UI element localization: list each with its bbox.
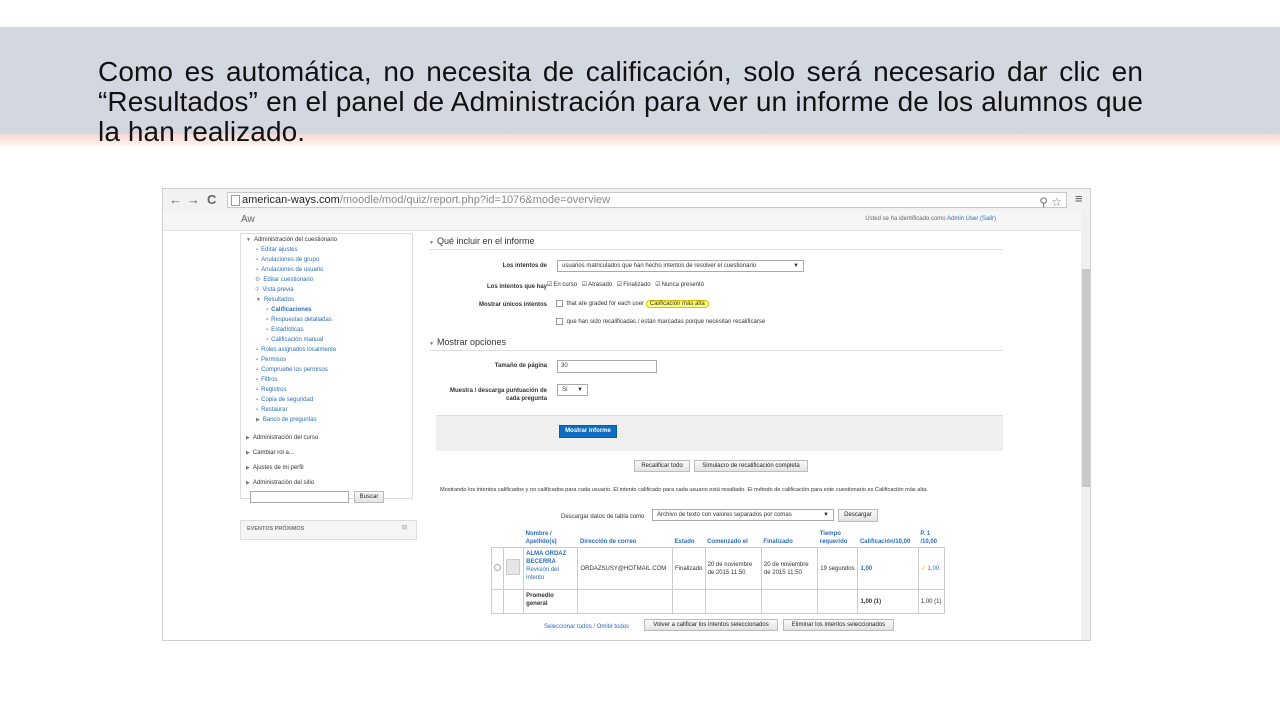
sidebar-item-label: Anulaciones de usuario <box>261 267 324 273</box>
empty-cell <box>818 590 858 614</box>
state-label: Nunca presentó <box>661 282 705 288</box>
row-checkbox[interactable] <box>494 564 501 571</box>
select-all-link[interactable]: Seleccionar todos <box>544 624 592 630</box>
section-include-title: Qué incluir en el informe <box>436 236 535 246</box>
checkbox[interactable] <box>556 318 563 325</box>
address-bar[interactable] <box>227 192 1067 208</box>
login-prefix: Usted se ha identificado como <box>865 216 947 222</box>
th-started[interactable]: Comenzado el <box>707 539 748 545</box>
chevron-down-icon: ▼ <box>823 512 829 518</box>
divider <box>429 350 1003 351</box>
avatar-header <box>504 529 524 548</box>
sidebar-item-edit-quiz[interactable] <box>255 276 313 284</box>
bullet-icon: ▪ <box>256 387 259 393</box>
browser-screenshot <box>162 188 1091 641</box>
expanded-icon: ▼ <box>246 237 251 243</box>
review-attempt-link[interactable]: Revisión del intento <box>526 567 559 581</box>
reload-icon[interactable]: C <box>207 192 217 207</box>
star-icon[interactable]: ☆ <box>1051 195 1062 209</box>
sidebar-admin-course[interactable] <box>246 434 318 442</box>
marks-select-value: Sí <box>562 387 568 393</box>
empty-cell <box>705 590 761 614</box>
section-display[interactable] <box>429 337 506 347</box>
marks-label-line-1: Muestra / descarga puntuación de <box>449 388 547 394</box>
bullet-icon: ▪ <box>266 327 269 333</box>
sidebar-item-label: Calificaciones <box>271 307 312 313</box>
chevron-down-icon: ▼ <box>793 263 799 269</box>
dry-run-button[interactable]: Simulacro de recalificación completa <box>694 460 808 472</box>
table-header-row <box>492 529 945 548</box>
sidebar-item-label: Copia de seguridad <box>261 397 314 403</box>
sidebar-admin-quiz-label: Administración del cuestionario <box>253 237 337 243</box>
sidebar-item-results[interactable] <box>256 296 294 304</box>
sidebar-search-button[interactable]: Buscar <box>354 491 384 503</box>
only-label: Mostrar únicos intentos <box>478 302 547 308</box>
sidebar-item-label: Resultados <box>263 297 294 303</box>
th-q1[interactable]: P. 1 /10,00 <box>920 531 937 545</box>
delete-selected-button[interactable]: Eliminar los intentos seleccionados <box>783 619 894 631</box>
correct-check-icon: ✓ <box>920 565 926 572</box>
sidebar-item-manual-grading[interactable] <box>266 336 323 344</box>
only-option-1-label: that are graded for each user <box>566 301 645 308</box>
select-header <box>492 529 504 548</box>
email-cell: ORDAZSUSY@HOTMAIL.COM <box>578 548 673 590</box>
checkbox-icon[interactable]: ☑ <box>547 282 553 288</box>
bullet-icon: ▪ <box>256 367 259 373</box>
grade-cell <box>858 548 918 590</box>
expanded-icon: ▼ <box>256 297 261 303</box>
bullet-icon: ▪ <box>256 347 259 353</box>
report-info: Mostrando los intentos calificados y no calificados para cada usuario. El intento calificado para cada usuario está resaltado. El método de calificación para este cuestionario es Calificación más alta. <box>440 487 928 493</box>
sidebar-item-permissions[interactable] <box>256 356 286 364</box>
th-grade[interactable]: Calificación/10,00 <box>859 539 911 545</box>
page-icon <box>231 195 240 206</box>
sidebar-item-label: Banco de preguntas <box>262 417 317 423</box>
finished-cell: 20 de noviembre de 2015 11:50 <box>761 548 817 590</box>
only-option-2-label: que han sido recalificadas / están marcadas porque necesitan recalificarse <box>566 319 766 326</box>
forward-icon[interactable]: → <box>187 192 200 207</box>
sidebar-profile[interactable] <box>246 464 304 472</box>
login-info <box>865 216 996 222</box>
sidebar-item-label: Administración del sitio <box>252 480 315 486</box>
chevron-down-icon: ▼ <box>577 387 583 393</box>
empty-cell <box>761 590 817 614</box>
bullet-icon: ▪ <box>256 407 259 413</box>
slide-paragraph: Como es automática, no necesita de calificación, solo será necesario dar clic en “Resultados” en el panel de Administración para ver un informe de los alumnos que la han realizado. <box>98 56 1143 147</box>
url-domain: american-ways.com <box>242 194 340 206</box>
state-label: En curso <box>553 282 578 288</box>
empty-cell <box>673 590 706 614</box>
sidebar-item-label: Roles asignados localmente <box>261 347 337 353</box>
sidebar-search-input[interactable] <box>250 491 349 503</box>
logout-link[interactable]: (Salir) <box>978 216 996 222</box>
states-label: Los intentos que hay <box>486 284 547 290</box>
empty-cell <box>492 590 504 614</box>
sidebar-item-label: Estadísticas <box>271 327 304 333</box>
attempts-select-value: usuarios matriculados que han hecho intentos de resolver el cuestionario <box>562 263 757 269</box>
only-option-2 <box>556 318 765 325</box>
th-name[interactable]: Nombre / Apellido(s) <box>525 531 557 545</box>
bullet-icon: ▪ <box>256 397 259 403</box>
search-icon[interactable]: ⚲ <box>1039 195 1048 209</box>
marks-select[interactable] <box>557 384 588 396</box>
download-button[interactable]: Descargar <box>838 509 878 522</box>
sidebar-admin-quiz[interactable] <box>246 236 337 244</box>
sidebar-admin-site[interactable] <box>246 479 314 487</box>
only-option-1 <box>556 300 709 307</box>
collapsed-icon: ▶ <box>246 450 250 456</box>
pagesize-input[interactable]: 30 <box>557 360 657 373</box>
bullet-icon: ▪ <box>256 257 259 263</box>
average-label: Promedio general <box>524 590 578 614</box>
th-time[interactable]: Tiempo requerido <box>819 531 848 545</box>
results-table <box>491 529 945 614</box>
download-format-value: Archivo de texto con valores separados por comas <box>657 512 792 518</box>
sidebar-item-label: Cambiar rol a... <box>252 450 294 456</box>
show-report-button[interactable]: Mostrar informe <box>559 425 617 438</box>
url-path: /moodle/mod/quiz/report.php?id=1076&mode=overview <box>339 194 611 206</box>
bullet-icon: ▪ <box>256 377 259 383</box>
bullet-icon: ▪ <box>266 307 269 313</box>
login-user-link[interactable]: Admin User <box>946 216 979 222</box>
sidebar-item-statistics[interactable] <box>266 326 304 334</box>
state-label: Atrasado <box>588 282 613 288</box>
section-include[interactable] <box>429 236 535 246</box>
site-brand[interactable]: Aw <box>241 214 255 225</box>
magnifier-icon: ⚲ <box>255 287 260 293</box>
row-select-cell <box>492 548 504 590</box>
deselect-all-link[interactable]: Omitir todos <box>596 624 630 630</box>
bullet-icon: ▪ <box>256 357 259 363</box>
sidebar-item-local-roles[interactable] <box>256 346 336 354</box>
checkbox-icon[interactable]: ☑ <box>655 282 661 288</box>
table-row <box>492 548 945 590</box>
events-title: EVENTOS PRÓXIMOS <box>247 526 305 532</box>
sidebar-item-label: Administración del curso <box>252 435 319 441</box>
attempts-label: Los intentos de <box>502 263 547 269</box>
sidebar-switch-role[interactable] <box>246 449 294 457</box>
name-cell <box>524 548 578 590</box>
download-format-select[interactable] <box>652 509 834 521</box>
th-email[interactable]: Dirección de correo <box>579 539 637 545</box>
sidebar-item-label: Ajustes de mi perfil <box>252 465 304 471</box>
q1-link[interactable]: 1,00 <box>927 565 940 572</box>
sidebar-item-label: Vista previa <box>262 287 294 293</box>
site-header <box>163 211 1091 231</box>
checkbox[interactable] <box>556 300 563 307</box>
sidebar-item-question-bank[interactable] <box>256 416 317 424</box>
sidebar-item-label: Registros <box>261 387 287 393</box>
selection-links: Seleccionar todos / Omitir todos <box>544 624 630 630</box>
q1-cell <box>918 548 944 590</box>
marks-label-line-2: cada pregunta <box>505 396 547 402</box>
sidebar-item-preview[interactable] <box>255 286 294 294</box>
time-cell: 19 segundos <box>818 548 858 590</box>
attempts-select[interactable] <box>557 260 804 272</box>
th-finished[interactable]: Finalizado <box>763 539 793 545</box>
bullet-icon: ▪ <box>256 267 259 273</box>
expanded-icon: ▼ <box>429 341 434 347</box>
states-checkboxes <box>547 281 704 288</box>
highlight-badge: Calificación más alta <box>646 300 709 308</box>
sidebar-item-label: Compruebe los permisos <box>261 367 328 373</box>
student-name-link[interactable]: ALMA ORDAZ BECERRA <box>526 551 567 565</box>
expanded-icon: ▼ <box>429 240 434 246</box>
average-q1: 1,00 (1) <box>918 590 944 614</box>
sidebar-item-logs[interactable] <box>256 386 286 394</box>
sidebar-item-backup[interactable] <box>256 396 313 404</box>
regrade-selected-button[interactable]: Volver a calificar los intentos seleccionados <box>644 619 778 631</box>
sidebar-item-label: Respuestas detalladas <box>271 317 332 323</box>
state-label: Finalizado <box>623 282 651 288</box>
sidebar-item-responses[interactable] <box>266 316 332 324</box>
empty-cell <box>504 590 524 614</box>
average-row <box>492 590 945 614</box>
collapsed-icon: ▶ <box>246 480 250 486</box>
sidebar-item-restore[interactable] <box>256 406 287 414</box>
sidebar-item-grades[interactable] <box>266 306 312 314</box>
collapsed-icon: ▶ <box>246 465 250 471</box>
average-grade: 1,00 (1) <box>858 590 918 614</box>
browser-toolbar <box>163 189 1091 212</box>
gear-icon: ⚙ <box>255 277 261 283</box>
pagesize-label: Tamaño de página <box>494 363 547 369</box>
sidebar-item-label: Restaurar <box>261 407 288 413</box>
collapsed-icon: ▶ <box>246 435 250 441</box>
sidebar-item-label: Permisos <box>261 357 287 363</box>
avatar[interactable] <box>506 559 520 575</box>
block-toggle-icon[interactable]: ⊟ <box>402 525 408 531</box>
bullet-icon: ▪ <box>256 247 259 253</box>
sidebar-item-group-overrides[interactable] <box>256 256 319 264</box>
sidebar-item-label: Editar ajustes <box>261 247 298 253</box>
sidebar-item-label: Calificación manual <box>271 337 324 343</box>
state-cell: Finalizado <box>673 548 706 590</box>
sidebar-item-check-permissions[interactable] <box>256 366 328 374</box>
sidebar-item-edit-settings[interactable] <box>256 246 298 254</box>
collapsed-icon: ▶ <box>256 417 260 423</box>
checkbox-icon[interactable]: ☑ <box>616 282 623 288</box>
regrade-all-button[interactable]: Recalificar todo <box>634 460 690 472</box>
divider <box>429 249 1003 250</box>
sidebar-item-filters[interactable] <box>256 376 277 384</box>
grade-link[interactable]: 1,00 <box>860 565 873 572</box>
th-state[interactable]: Estado <box>674 539 695 545</box>
download-label: Descargar datos de tabla como <box>561 514 645 520</box>
sidebar-item-user-overrides[interactable] <box>256 266 324 274</box>
marks-label <box>429 387 547 403</box>
checkbox-icon[interactable]: ☑ <box>581 282 588 288</box>
started-cell: 20 de noviembre de 2015 11:50 <box>705 548 761 590</box>
empty-cell <box>578 590 673 614</box>
bullet-icon: ▪ <box>266 317 269 323</box>
section-display-title: Mostrar opciones <box>436 337 506 347</box>
sidebar-item-label: Anulaciones de grupo <box>261 257 320 263</box>
sidebar-item-label: Filtros <box>261 377 278 383</box>
back-icon[interactable]: ← <box>169 192 182 207</box>
bullet-icon: ▪ <box>266 337 269 343</box>
submit-area <box>436 415 1003 451</box>
scrollbar-thumb[interactable] <box>1082 269 1091 487</box>
avatar-cell <box>504 548 524 590</box>
sidebar-item-label: Editar cuestionario <box>263 277 314 283</box>
menu-icon[interactable]: ≡ <box>1075 191 1083 206</box>
